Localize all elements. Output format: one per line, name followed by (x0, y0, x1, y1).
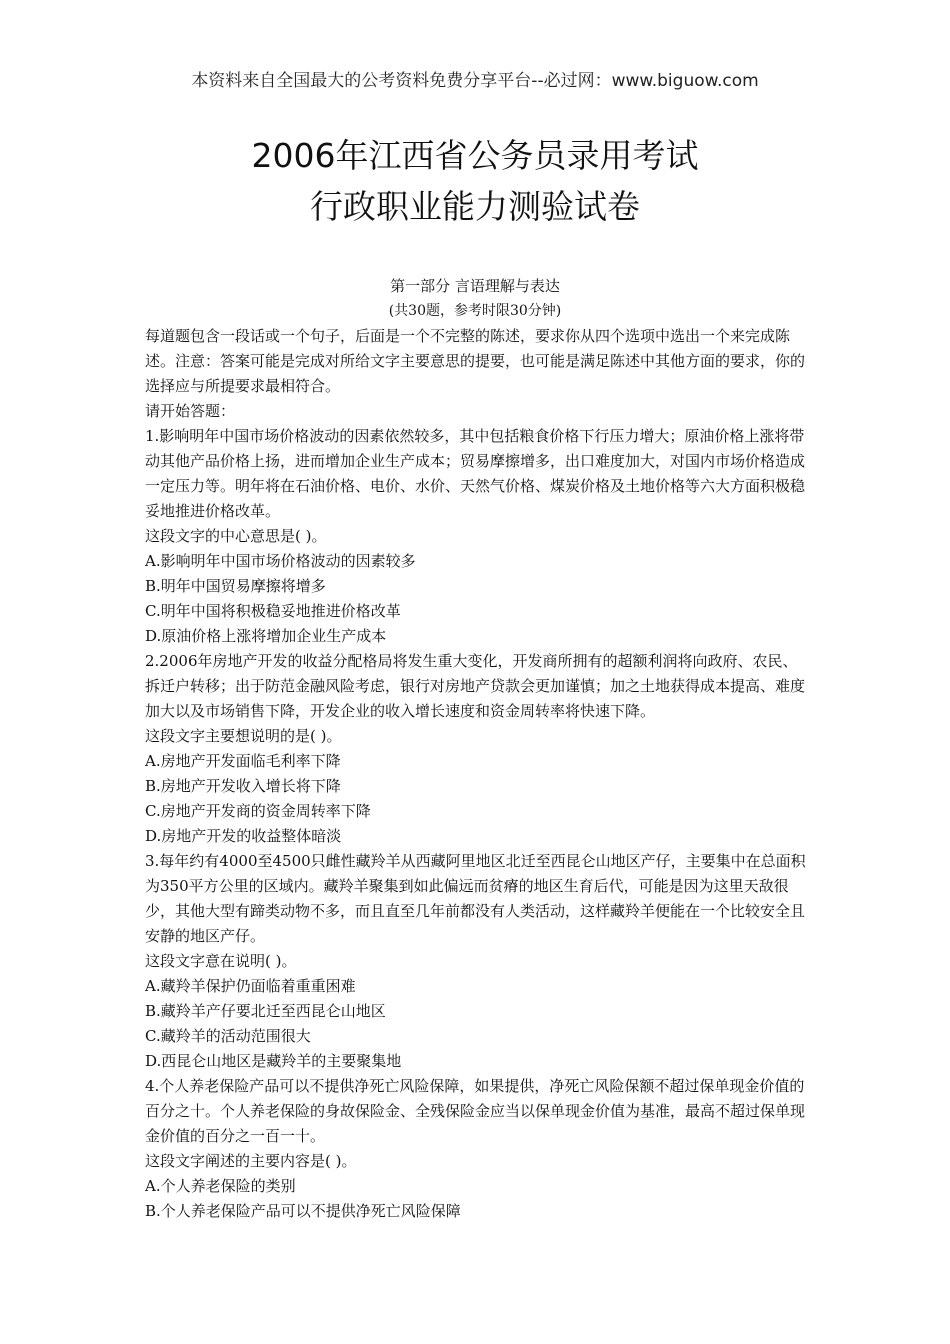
section-heading: 第一部分 言语理解与表达 (390, 277, 560, 295)
option-c: C.房地产开发商的资金周转率下降 (145, 802, 371, 820)
option-a: A.藏羚羊保护仍面临着重重困难 (145, 977, 356, 995)
question-1 (145, 424, 809, 649)
source-header: 本资料来自全国最大的公考资料免费分享平台--必过网：www.biguow.com (191, 71, 759, 91)
option-c: C.明年中国将积极稳妥地推进价格改革 (145, 602, 401, 620)
question-passage: 4.个人养老保险产品可以不提供净死亡风险保障，如果提供，净死亡风险保额不超过保单现金价值的百分之十。个人养老保险的身故保险金、全残保险金应当以保单现金价值为基准，最高不超过保单现金价值的百分之一百一十。 (145, 1077, 806, 1145)
option-a: A.个人养老保险的类别 (145, 1177, 296, 1195)
option-b: B.藏羚羊产仔要北迁至西昆仑山地区 (145, 1002, 386, 1020)
question-2 (145, 649, 809, 849)
question-3 (145, 849, 809, 1074)
option-c: C.藏羚羊的活动范围很大 (145, 1027, 311, 1045)
question-prompt: 这段文字阐述的主要内容是( )。 (145, 1152, 357, 1170)
option-a: A.影响明年中国市场价格波动的因素较多 (145, 552, 416, 570)
option-d: D.西昆仑山地区是藏羚羊的主要聚集地 (145, 1052, 402, 1070)
option-b: B.个人养老保险产品可以不提供净死亡风险保障 (145, 1202, 461, 1220)
question-4 (145, 1074, 809, 1224)
question-body (145, 324, 809, 1224)
exam-subtitle: 行政职业能力测验试卷 (310, 187, 640, 226)
question-passage: 2.2006年房地产开发的收益分配格局将发生重大变化，开发商所拥有的超额利润将向政府、农民、拆迁户转移；出于防范金融风险考虑，银行对房地产贷款会更加谨慎；加之土地获得成本提高、难度加大以及市场销售下降，开发企业的收入增长速度和资金周转率将快速下降。 (145, 652, 806, 720)
question-prompt: 这段文字主要想说明的是( )。 (145, 727, 342, 745)
question-prompt: 这段文字的中心意思是( )。 (145, 527, 327, 545)
instructions: 每道题包含一段话或一个句子，后面是一个不完整的陈述，要求你从四个选项中选出一个来完成陈述。注意：答案可能是完成对所给文字主要意思的提要，也可能是满足陈述中其他方面的要求，你的选择应与所提要求最相符合。 (145, 327, 806, 395)
option-a: A.房地产开发面临毛利率下降 (145, 752, 341, 770)
section-time-note: (共30题，参考时限30分钟) (388, 303, 562, 319)
exam-title: 2006年江西省公务员录用考试 (251, 136, 699, 175)
option-d: D.房地产开发的收益整体暗淡 (145, 827, 342, 845)
start-prompt: 请开始答题： (145, 402, 236, 420)
question-passage: 3.每年约有4000至4500只雌性藏羚羊从西藏阿里地区北迁至西昆仑山地区产仔，主要集中在总面积为350平方公里的区域内。藏羚羊聚集到如此偏远而贫瘠的地区生育后代，可能是因为这里天敌很少，其他大型有蹄类动物不多，而且直至几年前都没有人类活动，这样藏羚羊便能在一个比较安全且安静的地区产仔。 (145, 852, 806, 945)
question-prompt: 这段文字意在说明( )。 (145, 952, 297, 970)
option-d: D.原油价格上涨将增加企业生产成本 (145, 627, 387, 645)
option-b: B.房地产开发收入增长将下降 (145, 777, 341, 795)
option-b: B.明年中国贸易摩擦将增多 (145, 577, 326, 595)
question-passage: 1.影响明年中国市场价格波动的因素依然较多，其中包括粮食价格下行压力增大；原油价格上涨将带动其他产品价格上扬，进而增加企业生产成本；贸易摩擦增多，出口难度加大，对国内市场价格造成一定压力等。明年将在石油价格、电价、水价、天然气价格、煤炭价格及土地价格等六大方面积极稳妥地推进价格改革。 (145, 427, 806, 520)
